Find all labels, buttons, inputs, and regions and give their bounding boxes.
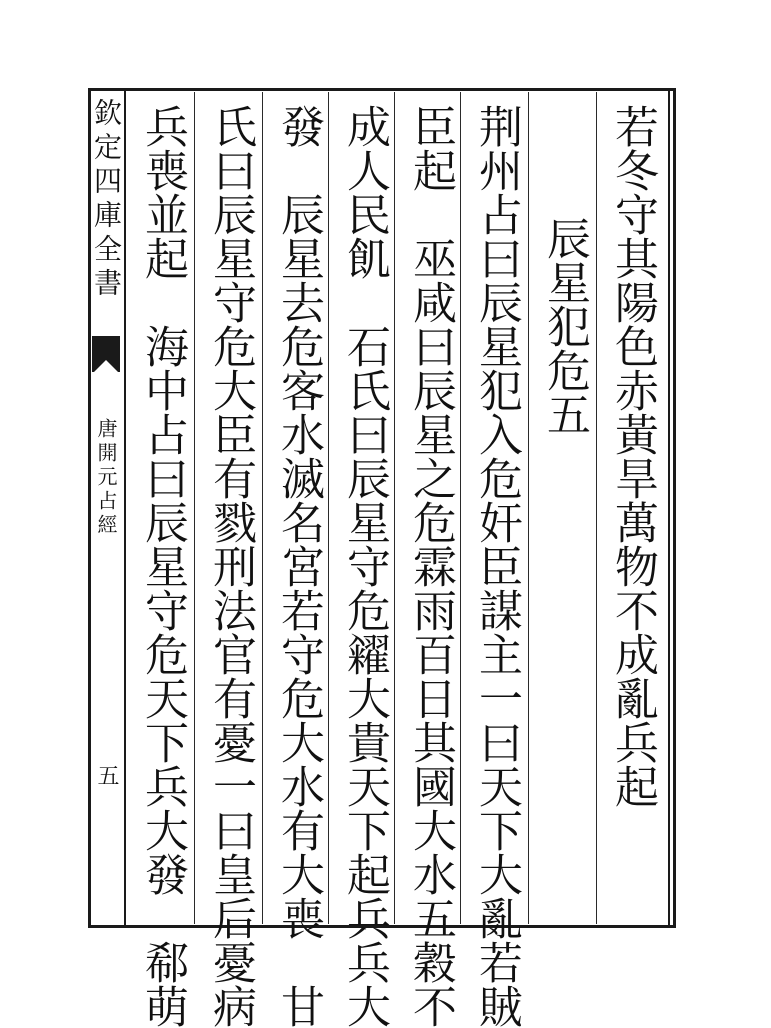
text-column-1: 若冬守其陽色赤黃旱萬物不成亂兵起 (607, 104, 658, 808)
column-rule (528, 92, 529, 924)
column-rule (328, 92, 329, 924)
fish-tail-notch (92, 360, 120, 374)
text-column-8: 兵喪並起 海中占曰辰星守危天下兵大發 郗萌 (137, 104, 188, 1028)
text-column-7: 氏曰辰星守危大臣有戮刑法官有憂一曰皇后憂病 (205, 104, 256, 1028)
column-rule (262, 92, 263, 924)
book-title: 唐開元占經 (94, 418, 118, 538)
text-column-5: 成人民飢 石氏曰辰星守危糴大貴天下起兵兵大 (339, 104, 390, 1028)
margin-divider (124, 88, 126, 928)
text-column-4: 臣起 巫咸曰辰星之危霖雨百日其國大水五穀不 (405, 104, 456, 1028)
right-border-line (668, 88, 670, 928)
text-column-3: 荆州占曰辰星犯入危奸臣謀主一曰天下大亂若賊 (471, 104, 522, 1028)
column-rule (596, 92, 597, 924)
column-rule (194, 92, 195, 924)
column-rule (460, 92, 461, 924)
library-title: 欽定四庫全書 (90, 98, 123, 302)
text-column-6: 發 辰星去危客水滅名宮若守危大水有大喪 甘 (273, 104, 324, 1028)
page-number: 五 (94, 764, 119, 786)
column-rule (394, 92, 395, 924)
text-column-2: 辰星犯危五 (539, 216, 590, 436)
